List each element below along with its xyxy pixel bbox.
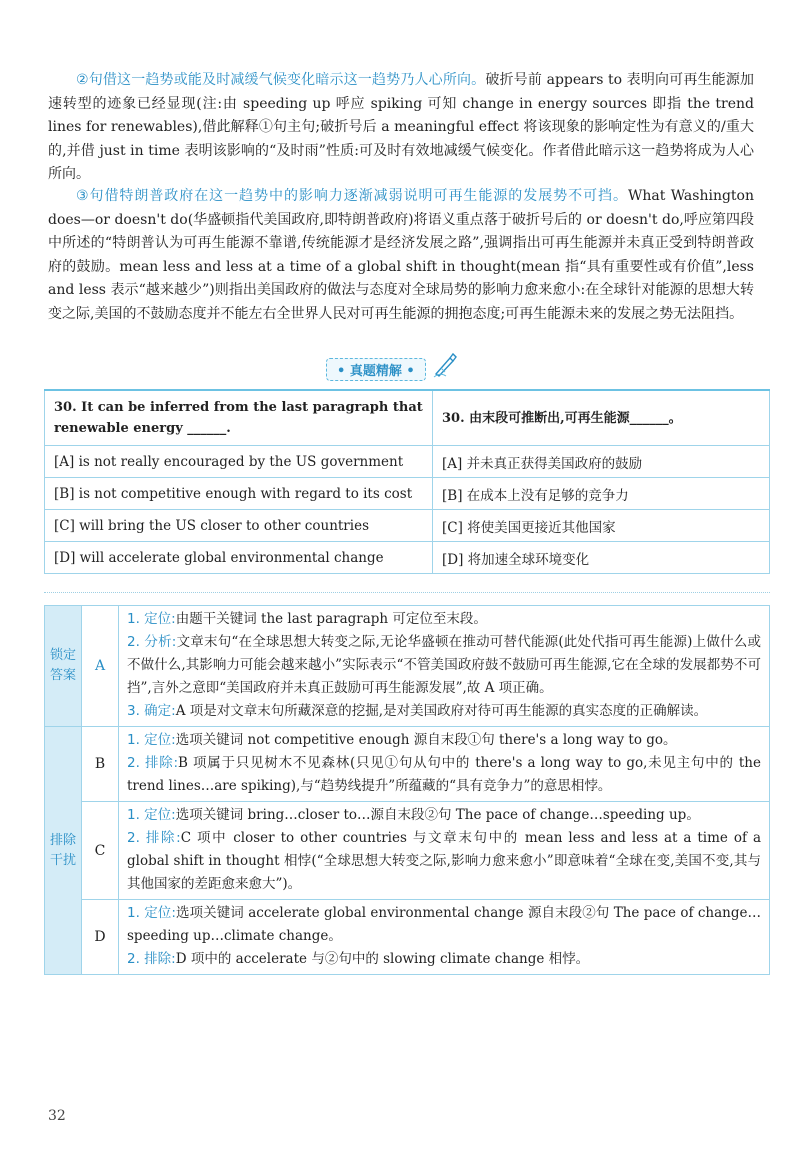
option-d-zh: [D] 将加速全球环境变化 — [433, 542, 770, 574]
analysis-table — [44, 605, 770, 975]
option-c-zh: [C] 将使美国更接近其他国家 — [433, 510, 770, 542]
exclude-label-line2: 干扰 — [49, 852, 76, 868]
item-label: 2. 排除: — [127, 755, 179, 771]
question-stem-zh: 30. 由末段可推断出,可再生能源______。 — [433, 390, 770, 446]
analysis-item — [127, 608, 761, 631]
option-d-en: [D] will accelerate global environmental change — [45, 542, 433, 574]
lock-label-line2: 答案 — [49, 668, 76, 683]
exclude-label — [45, 727, 82, 975]
option-c-en: [C] will bring the US closer to other countries — [45, 510, 433, 542]
paragraph-body: 破折号前 appears to 表明向可再生能源加速转型的迹象已经显现(注:由 speeding up 呼应 spiking 可知 change in energy sources 即指 the trend lines for renewables),借此解释①句主句;破折号后 a meaningful effect 将该现象的影响定性为有意义的/重大的,并借 just in time 表明该影响的“及时雨”性质:可及时有效地减缓气候变化。作者借此暗示这一趋势将成为人心所向。 — [48, 72, 754, 182]
option-letter-c: C — [82, 802, 119, 900]
option-letter-d: D — [82, 900, 119, 975]
analysis-item — [127, 729, 761, 752]
paragraph-sentence-3 — [48, 185, 754, 326]
item-text: B 项属于只见树木不见森林(只见①句从句中的 there's a long way to go,未见主句中的 the trend lines…are spiking),与“趋势线提升”所蕴藏的“具有竞争力”的意思相悖。 — [127, 755, 761, 794]
analysis-item — [127, 631, 761, 700]
option-letter-b: B — [82, 727, 119, 802]
item-text: 由题干关键词 the last paragraph 可定位至末段。 — [175, 611, 487, 627]
option-letter-a: A — [82, 606, 119, 727]
question-stem-row — [45, 390, 770, 446]
option-row — [45, 542, 770, 574]
item-label: 1. 定位: — [127, 732, 176, 748]
lock-label-line1: 锁定 — [49, 648, 76, 663]
section-badge: • 真题精解 • — [326, 358, 426, 381]
option-a-en: [A] is not really encouraged by the US government — [45, 446, 433, 478]
paragraph-lead: ②句借这一趋势或能及时减缓气候变化暗示这一趋势乃人心所向。 — [76, 72, 486, 88]
lock-answer-label — [45, 606, 82, 727]
analysis-body-c — [119, 802, 770, 900]
item-label: 2. 排除: — [127, 830, 181, 846]
analysis-row-d — [45, 900, 770, 975]
item-text: C 项中 closer to other countries 与文章末句中的 mean less and less at a time of a global shift in thought 相悖(“全球思想大转变之际,影响力愈来愈小”即意味着“全球在变,美国不变,其与其他国家的差距愈来愈大”)。 — [127, 830, 761, 892]
question-stem-en: 30. It can be inferred from the last paragraph that renewable energy ______. — [45, 390, 433, 446]
item-label: 2. 分析: — [127, 634, 177, 650]
paragraph-body: What Washington does—or doesn't do(华盛顿指代美国政府,即特朗普政府)将语义重点落于破折号后的 or doesn't do,呼应第四段中所述的“特朗普认为可再生能源不靠谱,传统能源才是经济发展之路”,强调指出可再生能源并未真正受到特朗普政府的鼓励。mean less and less at a time of a global shift in thought(mean 指“具有重要性或有价值”,less and less 表示“越来越少”)则指出美国政府的做法与态度对全球局势的影响力愈来愈小:在全球针对能源的思想大转变之际,美国的不鼓励态度并不能左右全世界人民对可再生能源的拥抱态度;可再生能源未来的发展之势无法阻挡。 — [48, 188, 754, 322]
analysis-row-b — [45, 727, 770, 802]
paragraph-sentence-2 — [48, 69, 754, 187]
item-label: 1. 定位: — [127, 905, 176, 921]
item-label: 3. 确定: — [127, 703, 176, 719]
page-number: 32 — [48, 1108, 66, 1124]
analysis-body-d — [119, 900, 770, 975]
analysis-item — [127, 827, 761, 896]
option-a-zh: [A] 并未真正获得美国政府的鼓励 — [433, 446, 770, 478]
option-row — [45, 478, 770, 510]
analysis-item — [127, 804, 761, 827]
analysis-row-a — [45, 606, 770, 727]
item-text: D 项中的 accelerate 与②句中的 slowing climate change 相悖。 — [175, 951, 590, 967]
analysis-item — [127, 902, 761, 948]
item-text: 选项关键词 not competitive enough 源自末段①句 there's a long way to go。 — [175, 732, 677, 748]
analysis-body-b — [119, 727, 770, 802]
item-text: 选项关键词 accelerate global environmental change 源自末段②句 The pace of change…speeding up…climate change。 — [127, 905, 761, 944]
divider — [44, 592, 770, 593]
option-b-en: [B] is not competitive enough with regard to its cost — [45, 478, 433, 510]
paragraph-lead: ③句借特朗普政府在这一趋势中的影响力逐渐减弱说明可再生能源的发展势不可挡。 — [76, 188, 628, 204]
analysis-item — [127, 948, 761, 971]
item-label: 2. 排除: — [127, 951, 176, 967]
exclude-label-line1: 排除 — [49, 832, 76, 848]
analysis-body-a — [119, 606, 770, 727]
item-label: 1. 定位: — [127, 807, 176, 823]
analysis-item — [127, 700, 761, 723]
analysis-row-c — [45, 802, 770, 900]
option-b-zh: [B] 在成本上没有足够的竞争力 — [433, 478, 770, 510]
item-label: 1. 定位: — [127, 611, 176, 627]
item-text: 文章末句“在全球思想大转变之际,无论华盛顿在推动可替代能源(此处代指可再生能源)上做什么或不做什么,其影响力可能会越来越小”实际表示“不管美国政府鼓不鼓励可再生能源,它在全球的发展都势不可挡”,言外之意即“美国政府并未真正鼓励可再生能源发展”,故 A 项正确。 — [127, 634, 761, 696]
pen-icon — [432, 352, 458, 378]
option-row — [45, 446, 770, 478]
item-text: A 项是对文章末句所藏深意的挖掘,是对美国政府对待可再生能源的真实态度的正确解读。 — [175, 703, 708, 719]
question-table — [44, 389, 770, 574]
item-text: 选项关键词 bring…closer to…源自末段②句 The pace of change…speeding up。 — [175, 807, 700, 823]
analysis-item — [127, 752, 761, 798]
option-row — [45, 510, 770, 542]
